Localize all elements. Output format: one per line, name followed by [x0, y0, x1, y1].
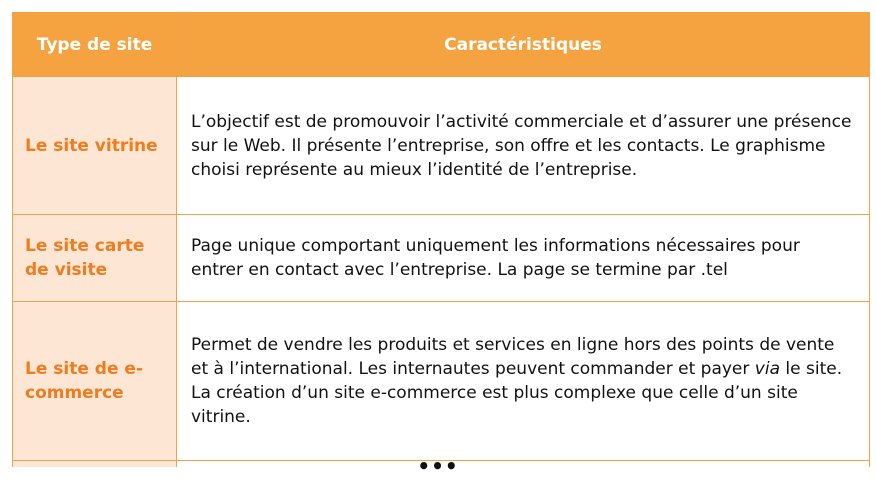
row-type-vitrine: Le site vitrine — [13, 77, 177, 215]
row-type-carte-de-visite: Le site carte de visite — [13, 215, 177, 302]
desc-text-part: le site. — [780, 359, 843, 379]
site-types-table-container — [12, 12, 869, 467]
desc-text-line2: La création d’un site e-commerce est plus complexe que celle d’un site vitrine. — [191, 383, 798, 427]
continuation-ellipsis: ••• — [417, 454, 459, 478]
table-row — [13, 302, 870, 461]
table-header-row — [13, 13, 870, 77]
row-desc-e-commerce — [177, 302, 870, 461]
desc-text: Page unique comportant uniquement les informations nécessaires pour entrer en contact avec l’entreprise. La page se termine par .tel — [191, 236, 800, 280]
desc-text: L’objectif est de promouvoir l’activité commerciale et d’assurer une présence sur le Web. Il présente l’entreprise, son offre et les contacts. Le graphisme choisi représente au mieux l’identité de l’entreprise. — [191, 111, 852, 180]
row-desc-vitrine — [177, 77, 870, 215]
row-type-e-commerce: Le site de e-commerce — [13, 302, 177, 461]
desc-text-part: Permet de vendre les produits et services en ligne hors des points de vente et à l’international. Les internautes peuvent commander et payer — [191, 335, 835, 379]
site-types-table — [12, 12, 870, 467]
row-desc-carte-de-visite — [177, 215, 870, 302]
desc-text-line1 — [191, 333, 855, 381]
header-type-de-site: Type de site — [13, 13, 177, 77]
desc-text-italic: via — [754, 359, 780, 379]
table-row — [13, 215, 870, 302]
table-row — [13, 77, 870, 215]
header-caracteristiques: Caractéristiques — [177, 13, 870, 77]
